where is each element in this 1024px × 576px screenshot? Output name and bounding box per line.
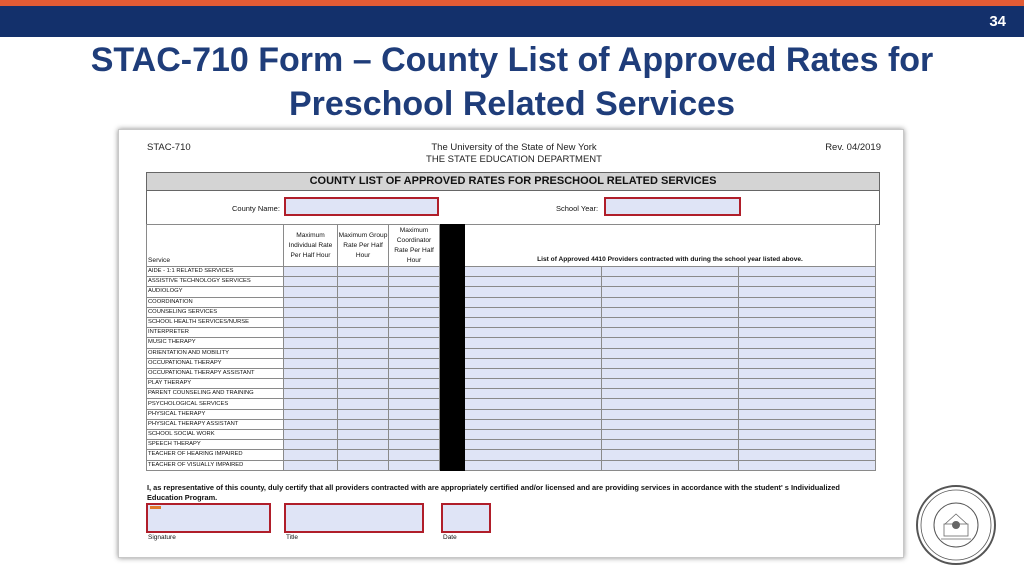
service-name: INTERPRETER	[147, 328, 284, 338]
provider-cell-3[interactable]	[739, 317, 876, 327]
signature-label: Signature	[148, 534, 176, 541]
provider-cell-1[interactable]	[465, 297, 602, 307]
col-group-rate: Maximum Group Rate Per Half Hour	[338, 225, 389, 267]
individual-rate-cell[interactable]	[284, 430, 338, 440]
table-row	[147, 267, 876, 277]
provider-cell-3[interactable]	[739, 399, 876, 409]
black-divider	[440, 287, 465, 297]
provider-cell-2[interactable]	[602, 358, 739, 368]
provider-cell-2[interactable]	[602, 450, 739, 460]
form-issuer	[369, 142, 659, 166]
title-field[interactable]	[284, 503, 424, 533]
provider-cell-2[interactable]	[602, 460, 739, 470]
individual-rate-cell[interactable]	[284, 267, 338, 277]
provider-cell-3[interactable]	[739, 368, 876, 378]
provider-cell-2[interactable]	[602, 430, 739, 440]
individual-rate-cell[interactable]	[284, 348, 338, 358]
coordinator-rate-cell[interactable]	[389, 450, 440, 460]
provider-cell-2[interactable]	[602, 307, 739, 317]
individual-rate-cell[interactable]	[284, 307, 338, 317]
accent-stripe	[0, 0, 1024, 6]
provider-cell-1[interactable]	[465, 317, 602, 327]
provider-cell-2[interactable]	[602, 399, 739, 409]
table-row	[147, 409, 876, 419]
black-divider	[440, 348, 465, 358]
service-name: TEACHER OF VISUALLY IMPAIRED	[147, 460, 284, 470]
black-divider	[440, 419, 465, 429]
individual-rate-cell[interactable]	[284, 379, 338, 389]
black-divider	[440, 409, 465, 419]
table-row	[147, 368, 876, 378]
col-coordinator-rate: Maximum Coordinator Rate Per Half Hour	[389, 225, 440, 267]
rates-table	[146, 224, 876, 471]
service-name: SCHOOL HEALTH SERVICES/NURSE	[147, 317, 284, 327]
provider-cell-3[interactable]	[739, 328, 876, 338]
coordinator-rate-cell[interactable]	[389, 297, 440, 307]
black-divider	[440, 368, 465, 378]
coordinator-rate-cell[interactable]	[389, 358, 440, 368]
service-name: OCCUPATIONAL THERAPY	[147, 358, 284, 368]
form-banner: COUNTY LIST OF APPROVED RATES FOR PRESCHOOL RELATED SERVICES	[146, 172, 880, 191]
service-name: SPEECH THERAPY	[147, 440, 284, 450]
provider-cell-2[interactable]	[602, 328, 739, 338]
table-row	[147, 358, 876, 368]
table-row	[147, 419, 876, 429]
group-rate-cell[interactable]	[338, 358, 389, 368]
service-name: PHYSICAL THERAPY	[147, 409, 284, 419]
provider-cell-2[interactable]	[602, 277, 739, 287]
service-name: PSYCHOLOGICAL SERVICES	[147, 399, 284, 409]
individual-rate-cell[interactable]	[284, 440, 338, 450]
provider-cell-1[interactable]	[465, 399, 602, 409]
individual-rate-cell[interactable]	[284, 389, 338, 399]
slide-title: STAC-710 Form – County List of Approved Rates for Preschool Related Services	[90, 41, 934, 123]
provider-cell-3[interactable]	[739, 389, 876, 399]
issuer-line-2: THE STATE EDUCATION DEPARTMENT	[426, 154, 602, 165]
provider-cell-1[interactable]	[465, 267, 602, 277]
service-name: ASSISTIVE TECHNOLOGY SERVICES	[147, 277, 284, 287]
service-name: SCHOOL SOCIAL WORK	[147, 430, 284, 440]
provider-cell-3[interactable]	[739, 450, 876, 460]
table-row	[147, 348, 876, 358]
provider-cell-2[interactable]	[602, 389, 739, 399]
col-service: Service	[147, 225, 284, 267]
coordinator-rate-cell[interactable]	[389, 328, 440, 338]
col-providers: List of Approved 4410 Providers contracted with during the school year listed above.	[465, 225, 876, 267]
group-rate-cell[interactable]	[338, 317, 389, 327]
service-name: AUDIOLOGY	[147, 287, 284, 297]
provider-cell-1[interactable]	[465, 348, 602, 358]
coordinator-rate-cell[interactable]	[389, 267, 440, 277]
group-rate-cell[interactable]	[338, 307, 389, 317]
table-row	[147, 307, 876, 317]
coordinator-rate-cell[interactable]	[389, 389, 440, 399]
individual-rate-cell[interactable]	[284, 277, 338, 287]
individual-rate-cell[interactable]	[284, 419, 338, 429]
black-divider	[440, 399, 465, 409]
individual-rate-cell[interactable]	[284, 409, 338, 419]
table-row	[147, 317, 876, 327]
group-rate-cell[interactable]	[338, 389, 389, 399]
provider-cell-1[interactable]	[465, 389, 602, 399]
coordinator-rate-cell[interactable]	[389, 277, 440, 287]
provider-cell-3[interactable]	[739, 338, 876, 348]
provider-cell-1[interactable]	[465, 379, 602, 389]
provider-cell-1[interactable]	[465, 358, 602, 368]
black-divider	[440, 460, 465, 470]
individual-rate-cell[interactable]	[284, 287, 338, 297]
coordinator-rate-cell[interactable]	[389, 409, 440, 419]
black-divider	[440, 267, 465, 277]
group-rate-cell[interactable]	[338, 267, 389, 277]
coordinator-rate-cell[interactable]	[389, 368, 440, 378]
provider-cell-3[interactable]	[739, 348, 876, 358]
coordinator-rate-cell[interactable]	[389, 419, 440, 429]
provider-cell-2[interactable]	[602, 440, 739, 450]
group-rate-cell[interactable]	[338, 297, 389, 307]
group-rate-cell[interactable]	[338, 399, 389, 409]
coordinator-rate-cell[interactable]	[389, 379, 440, 389]
certification-text: I, as representative of this county, duly certify that all providers contracted with are appropriately certified and/or licensed and are providing services in accordance with the student' s Individualized Education Program.	[147, 483, 840, 502]
service-name: PARENT COUNSELING AND TRAINING	[147, 389, 284, 399]
provider-cell-3[interactable]	[739, 409, 876, 419]
provider-cell-3[interactable]	[739, 297, 876, 307]
individual-rate-cell[interactable]	[284, 460, 338, 470]
service-name: COUNSELING SERVICES	[147, 307, 284, 317]
table-row	[147, 399, 876, 409]
provider-cell-3[interactable]	[739, 430, 876, 440]
coordinator-rate-cell[interactable]	[389, 307, 440, 317]
group-rate-cell[interactable]	[338, 348, 389, 358]
black-divider	[440, 379, 465, 389]
black-divider	[440, 317, 465, 327]
table-header-row	[147, 225, 876, 267]
table-row	[147, 389, 876, 399]
group-rate-cell[interactable]	[338, 287, 389, 297]
individual-rate-cell[interactable]	[284, 317, 338, 327]
service-name: PLAY THERAPY	[147, 379, 284, 389]
group-rate-cell[interactable]	[338, 419, 389, 429]
form-image	[118, 129, 904, 558]
service-name: PHYSICAL THERAPY ASSISTANT	[147, 419, 284, 429]
black-divider	[440, 358, 465, 368]
table-row	[147, 450, 876, 460]
group-rate-cell[interactable]	[338, 460, 389, 470]
coordinator-rate-cell[interactable]	[389, 348, 440, 358]
coordinator-rate-cell[interactable]	[389, 399, 440, 409]
provider-cell-2[interactable]	[602, 368, 739, 378]
black-divider	[440, 328, 465, 338]
service-name: OCCUPATIONAL THERAPY ASSISTANT	[147, 368, 284, 378]
coordinator-rate-cell[interactable]	[389, 317, 440, 327]
form-id: STAC-710	[147, 142, 191, 153]
provider-cell-1[interactable]	[465, 460, 602, 470]
table-row	[147, 338, 876, 348]
sign-here-tag	[150, 506, 161, 509]
service-name: ORIENTATION AND MOBILITY	[147, 348, 284, 358]
table-row	[147, 297, 876, 307]
group-rate-cell[interactable]	[338, 277, 389, 287]
provider-cell-1[interactable]	[465, 430, 602, 440]
group-rate-cell[interactable]	[338, 440, 389, 450]
coordinator-rate-cell[interactable]	[389, 430, 440, 440]
group-rate-cell[interactable]	[338, 430, 389, 440]
school-year-field[interactable]	[604, 197, 741, 216]
black-divider	[440, 338, 465, 348]
group-rate-cell[interactable]	[338, 379, 389, 389]
table-row	[147, 328, 876, 338]
service-name: TEACHER OF HEARING IMPAIRED	[147, 450, 284, 460]
table-row	[147, 277, 876, 287]
service-name: MUSIC THERAPY	[147, 338, 284, 348]
provider-cell-1[interactable]	[465, 409, 602, 419]
col-individual-rate: Maximum Individual Rate Per Half Hour	[284, 225, 338, 267]
black-divider	[440, 440, 465, 450]
coordinator-rate-cell[interactable]	[389, 338, 440, 348]
provider-cell-1[interactable]	[465, 287, 602, 297]
provider-cell-3[interactable]	[739, 419, 876, 429]
provider-cell-2[interactable]	[602, 297, 739, 307]
table-row	[147, 460, 876, 470]
nys-education-seal-icon	[914, 484, 998, 566]
provider-cell-3[interactable]	[739, 440, 876, 450]
coordinator-rate-cell[interactable]	[389, 440, 440, 450]
table-row	[147, 379, 876, 389]
black-divider	[440, 225, 465, 267]
issuer-line-1: The University of the State of New York	[431, 142, 597, 153]
provider-cell-1[interactable]	[465, 368, 602, 378]
individual-rate-cell[interactable]	[284, 450, 338, 460]
provider-cell-1[interactable]	[465, 419, 602, 429]
county-row	[146, 190, 880, 225]
provider-cell-3[interactable]	[739, 287, 876, 297]
provider-cell-3[interactable]	[739, 358, 876, 368]
provider-cell-2[interactable]	[602, 348, 739, 358]
black-divider	[440, 430, 465, 440]
date-field[interactable]	[441, 503, 491, 533]
individual-rate-cell[interactable]	[284, 358, 338, 368]
provider-cell-1[interactable]	[465, 338, 602, 348]
slide-number: 34	[989, 13, 1006, 30]
provider-cell-2[interactable]	[602, 409, 739, 419]
coordinator-rate-cell[interactable]	[389, 287, 440, 297]
provider-cell-1[interactable]	[465, 307, 602, 317]
individual-rate-cell[interactable]	[284, 338, 338, 348]
provider-cell-3[interactable]	[739, 379, 876, 389]
provider-cell-3[interactable]	[739, 307, 876, 317]
individual-rate-cell[interactable]	[284, 399, 338, 409]
individual-rate-cell[interactable]	[284, 368, 338, 378]
header-bar	[0, 0, 1024, 37]
black-divider	[440, 297, 465, 307]
service-name: AIDE - 1:1 RELATED SERVICES	[147, 267, 284, 277]
provider-cell-1[interactable]	[465, 440, 602, 450]
group-rate-cell[interactable]	[338, 409, 389, 419]
provider-cell-2[interactable]	[602, 419, 739, 429]
group-rate-cell[interactable]	[338, 338, 389, 348]
provider-cell-1[interactable]	[465, 328, 602, 338]
county-name-label: County Name:	[232, 204, 280, 213]
table-row	[147, 440, 876, 450]
provider-cell-2[interactable]	[602, 267, 739, 277]
provider-cell-3[interactable]	[739, 277, 876, 287]
provider-cell-3[interactable]	[739, 460, 876, 470]
provider-cell-2[interactable]	[602, 338, 739, 348]
title-label: Title	[286, 534, 299, 541]
provider-cell-3[interactable]	[739, 267, 876, 277]
group-rate-cell[interactable]	[338, 368, 389, 378]
black-divider	[440, 277, 465, 287]
service-name: COORDINATION	[147, 297, 284, 307]
table-row	[147, 287, 876, 297]
individual-rate-cell[interactable]	[284, 297, 338, 307]
table-row	[147, 430, 876, 440]
provider-cell-2[interactable]	[602, 317, 739, 327]
black-divider	[440, 450, 465, 460]
provider-cell-1[interactable]	[465, 450, 602, 460]
individual-rate-cell[interactable]	[284, 328, 338, 338]
date-label: Date	[443, 534, 457, 541]
provider-cell-2[interactable]	[602, 287, 739, 297]
school-year-label: School Year:	[556, 204, 599, 213]
coordinator-rate-cell[interactable]	[389, 460, 440, 470]
signature-field[interactable]	[146, 503, 271, 533]
form-revision: Rev. 04/2019	[825, 142, 881, 153]
provider-cell-1[interactable]	[465, 277, 602, 287]
group-rate-cell[interactable]	[338, 450, 389, 460]
county-name-field[interactable]	[284, 197, 439, 216]
black-divider	[440, 307, 465, 317]
black-divider	[440, 389, 465, 399]
group-rate-cell[interactable]	[338, 328, 389, 338]
provider-cell-2[interactable]	[602, 379, 739, 389]
